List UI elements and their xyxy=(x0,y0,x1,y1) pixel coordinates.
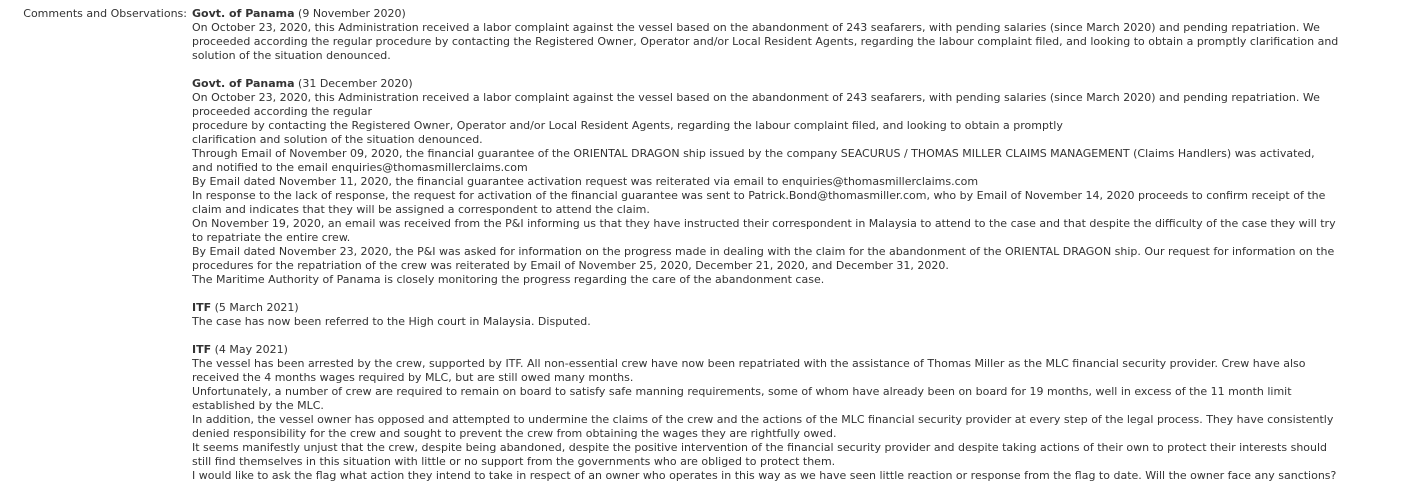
comment-text-line: claim and indicates that they will be assigned a correspondent to attend the claim. xyxy=(192,203,650,216)
comment-date: (4 May 2021) xyxy=(214,343,288,356)
comment-entry xyxy=(192,301,1372,329)
comment-text-line: On October 23, 2020, this Administration received a labor complaint against the vessel based on the abandonment of 243 seafarers, with pending salaries (since March 2020) and pending repatriation. We xyxy=(192,21,1320,34)
comment-entry xyxy=(192,77,1372,287)
comment-text-line: received the 4 months wages required by MLC, but are still owed many months. xyxy=(192,371,634,384)
comment-text-line: By Email dated November 11, 2020, the financial guarantee activation request was reiterated via email to enquiries@thomasmillerclaims.com xyxy=(192,175,979,188)
comment-text-line: clarification and solution of the situation denounced. xyxy=(192,133,483,146)
comment-header xyxy=(192,7,1372,21)
comment-text-line: It seems manifestly unjust that the crew, despite being abandoned, despite the positive intervention of the financial security provider and despite taking actions of their own to protect their interests should xyxy=(192,441,1328,454)
comment-text-line: established by the MLC. xyxy=(192,399,324,412)
comment-text-line: On October 23, 2020, this Administration received a labor complaint against the vessel based on the abandonment of 243 seafarers, with pending salaries (since March 2020) and pending repatriation. We xyxy=(192,91,1320,104)
comment-text-line: procedure by contacting the Registered Owner, Operator and/or Local Resident Agents, regarding the labour complaint filed, and looking to obtain a promptly xyxy=(192,119,1063,132)
comment-date: (5 March 2021) xyxy=(214,301,299,314)
comment-header xyxy=(192,77,1372,91)
comment-text-line: In response to the lack of response, the request for activation of the financial guarantee was sent to Patrick.Bond@thomasmiller.com, who by Email of November 14, 2020 proceeds to confirm receipt of the xyxy=(192,189,1326,202)
comment-text-line: proceeded according the regular procedure by contacting the Registered Owner, Operator and/or Local Resident Agents, regarding the labour complaint filed, and looking to obtain a promptly clarification and xyxy=(192,35,1339,48)
comment-text-line: still find themselves in this situation with little or no support from the governments who are obliged to protect them. xyxy=(192,455,836,468)
comment-entry xyxy=(192,343,1372,483)
comment-text-line: solution of the situation denounced. xyxy=(192,49,391,62)
comment-text-line: to repatriate the entire crew. xyxy=(192,231,351,244)
comment-text-line: By Email dated November 23, 2020, the P&I was asked for information on the progress made in dealing with the claim for the abandonment of the ORIENTAL DRAGON ship. Our request for information on the xyxy=(192,245,1335,258)
comment-entry xyxy=(192,7,1372,63)
comment-text-line: In addition, the vessel owner has opposed and attempted to undermine the claims of the crew and the actions of the MLC financial security provider at every step of the legal process. They have consistently xyxy=(192,413,1334,426)
comment-text-line: and notified to the email enquiries@thomasmillerclaims.com xyxy=(192,161,528,174)
comment-author: ITF xyxy=(192,301,212,314)
comment-text-line: Unfortunately, a number of crew are required to remain on board to satisfy safe manning requirements, some of whom have already been on board for 19 months, well in excess of the 11 month limit xyxy=(192,385,1292,398)
comment-text-line: procedures for the repatriation of the crew was reiterated by Email of November 25, 2020, December 21, 2020, and December 31, 2020. xyxy=(192,259,949,272)
comments-list xyxy=(192,7,1372,483)
comment-date: (9 November 2020) xyxy=(298,7,406,20)
comment-date: (31 December 2020) xyxy=(298,77,413,90)
comment-header xyxy=(192,343,1372,357)
comment-author: Govt. of Panama xyxy=(192,77,295,90)
comment-text-line: I would like to ask the flag what action they intend to take in respect of an owner who operates in this way as we have seen little reaction or response from the flag to date. Will the owner face any sanctions? xyxy=(192,469,1337,482)
comment-text-line: proceeded according the regular xyxy=(192,105,373,118)
comment-text-line: Through Email of November 09, 2020, the financial guarantee of the ORIENTAL DRAGON ship issued by the company SEACURUS / THOMAS MILLER CLAIMS MANAGEMENT (Claims Handlers) was activated, xyxy=(192,147,1315,160)
comment-text-line: The vessel has been arrested by the crew, supported by ITF. All non-essential crew have now been repatriated with the assistance of Thomas Miller as the MLC financial security provider. Crew have also xyxy=(192,357,1306,370)
comment-text-line: The case has now been referred to the High court in Malaysia. Disputed. xyxy=(192,315,591,328)
comment-text-line: On November 19, 2020, an email was received from the P&I informing us that they have instructed their correspondent in Malaysia to attend to the case and that despite the difficulty of the case they will try xyxy=(192,217,1336,230)
comment-author: Govt. of Panama xyxy=(192,7,295,20)
comment-header xyxy=(192,301,1372,315)
comment-author: ITF xyxy=(192,343,212,356)
comment-text-line: denied responsibility for the crew and sought to prevent the crew from obtaining the wages they are rightfully owed. xyxy=(192,427,837,440)
comment-text-line: The Maritime Authority of Panama is closely monitoring the progress regarding the care of the abandonment case. xyxy=(192,273,825,286)
comments-observations-label: Comments and Observations: xyxy=(23,7,187,20)
